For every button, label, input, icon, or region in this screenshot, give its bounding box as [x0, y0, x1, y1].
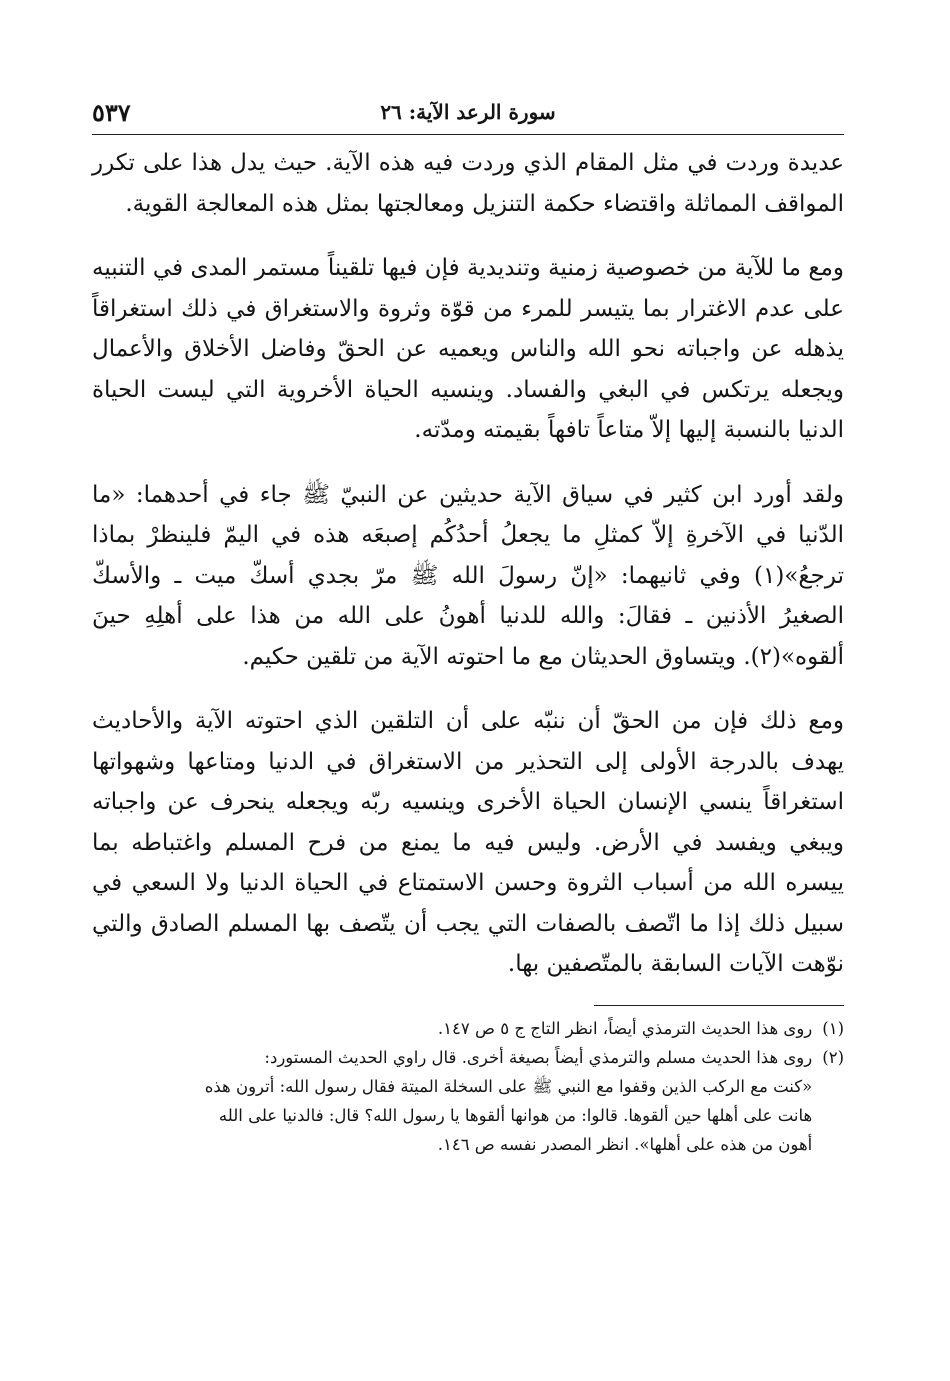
page-header: [92, 90, 844, 134]
footnote-line: روى هذا الحديث مسلم والترمذي أيضاً بصيغة أخرى. قال راوي الحديث المستورد:: [264, 1047, 813, 1067]
footnote-line: روى هذا الحديث الترمذي أيضاً، انظر التاج ج ٥ ص ١٤٧.: [437, 1018, 813, 1038]
footnote-number: (٢): [822, 1047, 844, 1067]
footnotes: [92, 1014, 844, 1159]
footnote-text: [92, 1014, 812, 1043]
paragraph: عديدة وردت في مثل المقام الذي وردت فيه هذه الآية. حيث يدل هذا على تكرر المواقف المماثلة واقتضاء حكمة التنزيل ومعالجتها بمثل هذه المعالجة القوية.: [92, 150, 844, 217]
paragraph: ومع ذلك فإن من الحقّ أن ننبّه على أن التلقين الذي احتوته الآية والأحاديث يهدف بالدرجة الأولى إلى التحذير من الاستغراق في الدنيا ومتاعها وشهواتها استغراقاً ينسي الإنسان الحياة الأخرى وينسيه ربّه ويجعله ينحرف عن واجباته ويبغي ويفسد في الأرض. وليس فيه ما يمنع من فرح المسلم واغتباطه بما ييسره الله من أسباب الثروة وحسن الاستمتاع في الحياة الدنيا ولا السعي في سبيل ذلك إذا ما اتّصف بالصفات التي يجب أن يتّصف بها المسلم الصادق والتي نوّهت الآيات السابقة بالمتّصفين بها.: [92, 708, 844, 977]
footnote-line: أهون من هذه على أهلها». انظر المصدر نفسه ص ١٤٦.: [437, 1134, 813, 1154]
paragraph: ومع ما للآية من خصوصية زمنية وتنديدية فإن فيها تلقيناً مستمر المدى في التنبيه على عدم الاغترار بما يتيسر للمرء من قوّة وثروة والاستغراق في ذلك استغراقاً يذهله عن واجباته نحو الله والناس ويعميه عن الحقّ وفاضل الأخلاق والأعمال ويجعله يرتكس في البغي والفساد. وينسيه الحياة الأخروية التي ليست الحياة الدنيا بالنسبة إليها إلاّ متاعاً تافهاً بقيمته ومدّته.: [92, 255, 844, 443]
running-title: سورة الرعد الآية: ٢٦: [380, 100, 556, 124]
footnote-separator: [594, 1005, 844, 1006]
header-divider: [92, 134, 844, 135]
book-page: [92, 90, 844, 1159]
main-text: [92, 143, 844, 985]
paragraph: ولقد أورد ابن كثير في سياق الآية حديثين عن النبيّ ﷺ جاء في أحدهما: «ما الدّنيا في الآخرةِ إلاّ كمثلِ ما يجعلُ أحدُكُم إصبعَه هذه في اليمّ فلينظرْ بماذا ترجعُ»(١) وفي ثانيهما: «إنّ رسولَ الله ﷺ مرّ بجدي أسكّ ميت ـ والأسكّ الصغيرُ الأذنين ـ فقالَ: والله للدنيا أهونُ على الله من هذا على أهلِهِ حينَ ألقوه»(٢). ويتساوق الحديثان مع ما احتوته الآية من تلقين حكيم.: [92, 481, 844, 670]
footnote-line: «كنت مع الركب الذين وقفوا مع النبي ﷺ على السخلة الميتة فقال رسول الله: أترون هذه: [204, 1076, 813, 1096]
footnote: [92, 1014, 844, 1043]
page-number: ٥٣٧: [92, 98, 131, 127]
footnote: [92, 1043, 844, 1159]
footnote-number: (١): [822, 1018, 844, 1038]
footnote-line: هانت على أهلها حين ألقوها. قالوا: من هوانها ألقوها يا رسول الله؟ قال: فالدنيا على الله: [218, 1105, 813, 1125]
footnote-text: [92, 1043, 812, 1159]
